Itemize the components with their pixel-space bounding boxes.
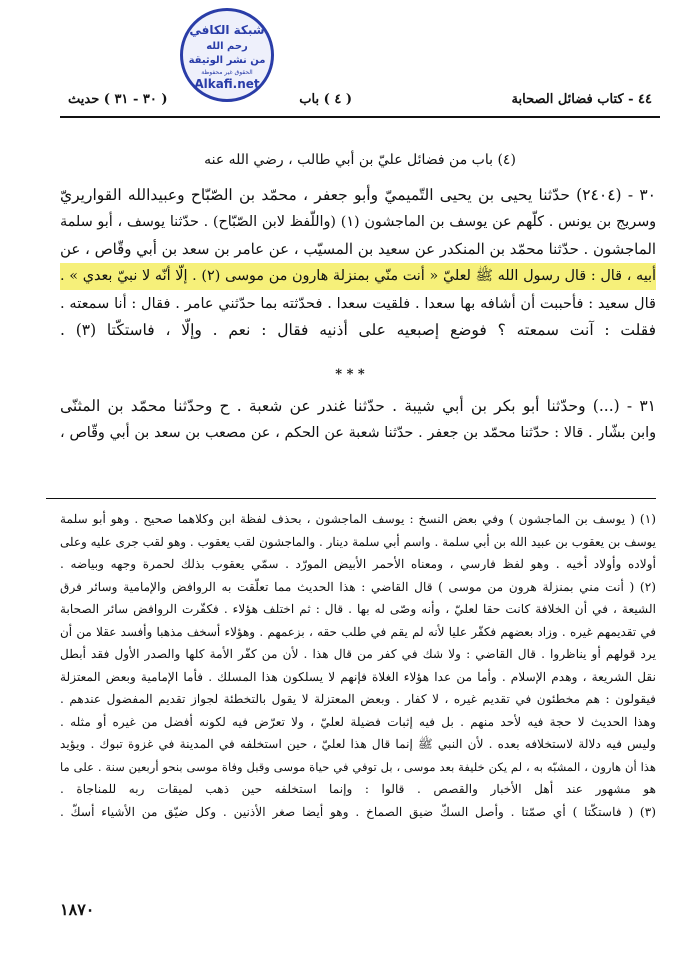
stamp-line-1: رحم الله	[206, 41, 248, 52]
footnote-line: فيقولون : هم مخطئون في تقديم غيره ، لا كفار . وبعض المعتزلة لا يقول بالتخطئة لجواز تقديم المفضول عندهم .	[60, 692, 656, 706]
footnote-line: أولاده وأولاد أخيه . وهو لفظ فارسي ، ومعناه الأحمر الأبيض المورّد . سمّي يعقوب بذلك لحمرة وجهه وبياضه .	[60, 557, 656, 571]
stamp-site-name: شبكة الكافي	[189, 23, 265, 37]
footnote-line: (١) ( يوسف بن الماجشون ) وفي بعض النسخ : يوسف الماجشون ، بحذف لفظة ابن وكلاهما صحيح . وهو أبو سلمة	[60, 512, 656, 526]
footnote-line: (٢) ( أنت مني بمنزلة هرون من موسى ) قال القاضي : هذا الحديث مما تعلّقت به الروافض والإمامية وسائر فرق	[60, 579, 656, 594]
header-rule	[60, 116, 660, 118]
footnote-line: الشيعة ، في أن الخلافة كانت حقا لعليّ ، وأنه وصّى له بها . قال : ثم اختلف هؤلاء . فكفّرت الروافض سائر الصحابة	[60, 602, 656, 616]
text-line: ٣١ - (...) وحدّثنا أبو بكر بن أبي شيبة . حدّثنا غندر عن شعبة . ح وحدّثنا محمّد بن المثنّى	[60, 397, 656, 415]
footnote-line: وهذا الحديث لا حجة فيه لأحد منهم . بل فيه إثبات فضيلة لعليّ ، ولا تعرّض فيه لكونه أفضل من غيره أو مثله .	[60, 714, 656, 729]
text-line: وسريج بن يونس . كلّهم عن يوسف بن الماجشون (١) (واللّفظ لابن الصّبّاح) . حدّثنا يوسف ، أبو سلمة	[60, 214, 656, 230]
running-header	[68, 92, 652, 116]
footnotes	[60, 508, 656, 823]
hadith-30-text	[60, 182, 656, 344]
stamp-url: Alkafi.net	[194, 77, 260, 91]
stamp-line-2: من نشر الوثيقة	[188, 55, 266, 66]
footnote-line: يوسف بن يعقوب بن عبيد الله بن أبي سلمة . واسم أبي سلمة دينار . والماجشون لقب يعقوب . وهو لقب جرى عليه وعلى	[60, 534, 656, 549]
footnote-rule	[46, 498, 656, 499]
hadith-31-text	[60, 393, 656, 447]
text-line: ٣٠ - (٢٤٠٤) حدّثنا يحيى بن يحيى التّميميّ وأبو جعفر ، محمّد بن الصّبّاح وعبيدالله القواريريّ	[60, 186, 656, 204]
stamp-rights: الحقوق غير محفوظة	[201, 69, 253, 76]
chapter-title: (٤) باب من فضائل عليّ بن أبي طالب ، رضي الله عنه	[204, 152, 516, 168]
text-line: وابن بشّار . قالا : حدّثنا محمّد بن جعفر . حدّثنا شعبة عن الحكم ، عن مصعب بن سعد بن أبي وقّاص ،	[60, 425, 656, 441]
footnote-line: في تقديمهم غيره . وزاد بعضهم فكفّر عليا لأنه لم يقم في طلب حقه ، بزعمهم . وهؤلاء أسخف مذهبا وأفسد عقلا من أن	[60, 624, 656, 639]
footnote-line: هذا أن هارون ، المشبّه به ، لم يكن خليفة بعد موسى ، بل توفي في حياة موسى وقبل وفاة موسى بنحو أربعين سنة . على ما	[60, 759, 656, 774]
highlighted-text-line: أبيه ، قال : قال رسول الله ﷺ لعليّ « أنت منّي بمنزلة هارون من موسى (٢) . إلّا أنّه لا نبيّ بعدي » .	[60, 263, 656, 290]
text-line: قال سعيد : فأحببت أن أشافه بها سعدا . فلقيت سعدا . فحدّثته بما حدّثني عامر . فقال : أنا سمعته .	[60, 295, 656, 312]
page-number: ١٨٧٠	[60, 900, 95, 919]
footnote-line: يرد قولهم أو يناظروا . قال القاضي : ولا شك في كفر من قال هذا . لأن من كفّر الأمة كلها والصدر الأول فقد أبطل	[60, 647, 656, 661]
footnote-line: وليس فيه دلالة لاستخلافه بعده . لأن النبي ﷺ إنما قال هذا لعليّ ، حين استخلفه في المدينة في غزوة تبوك . ويؤيد	[60, 737, 656, 751]
alkafi-stamp-logo	[180, 8, 274, 102]
footnote-line: هو مشهور عند أهل الأخبار والقصص . قالوا : وإنما استخلفه حين ذهب لميقات ربه للمناجاة .	[60, 782, 656, 796]
footnote-line: (٣) ( فاستكّتا ) أي صمّتا . وأصل السكّ ضيق الصماخ . وهو أيضا صغر الأذنين . وكل ضيّق من الأشياء أسكّ .	[60, 804, 656, 819]
header-book-title: ٤٤ - كتاب فضائل الصحابة	[511, 92, 652, 107]
text-line: الماجشون . حدّثنا محمّد بن المنكدر عن سعيد بن المسيّب ، عن عامر بن سعد بن أبي وقّاص ، عن	[60, 240, 656, 258]
footnote-line: نقل الشريعة ، وهدم الإسلام . وأما من عدا هؤلاء الغلاة فإنهم لا يسلكون هذا المسلك . فأما الإمامية وبعض المعتزلة	[60, 669, 656, 684]
header-hadith-range: ( ٣٠ - ٣١ ) حديث	[68, 92, 168, 107]
header-chapter: ( ٤ ) باب	[299, 92, 352, 107]
section-separator: * * *	[335, 367, 365, 382]
text-line: فقلت : آنت سمعته ؟ فوضع إصبعيه على أذنيه فقال : نعم . وإلّا ، فاستكّتا (٣) .	[60, 321, 657, 339]
